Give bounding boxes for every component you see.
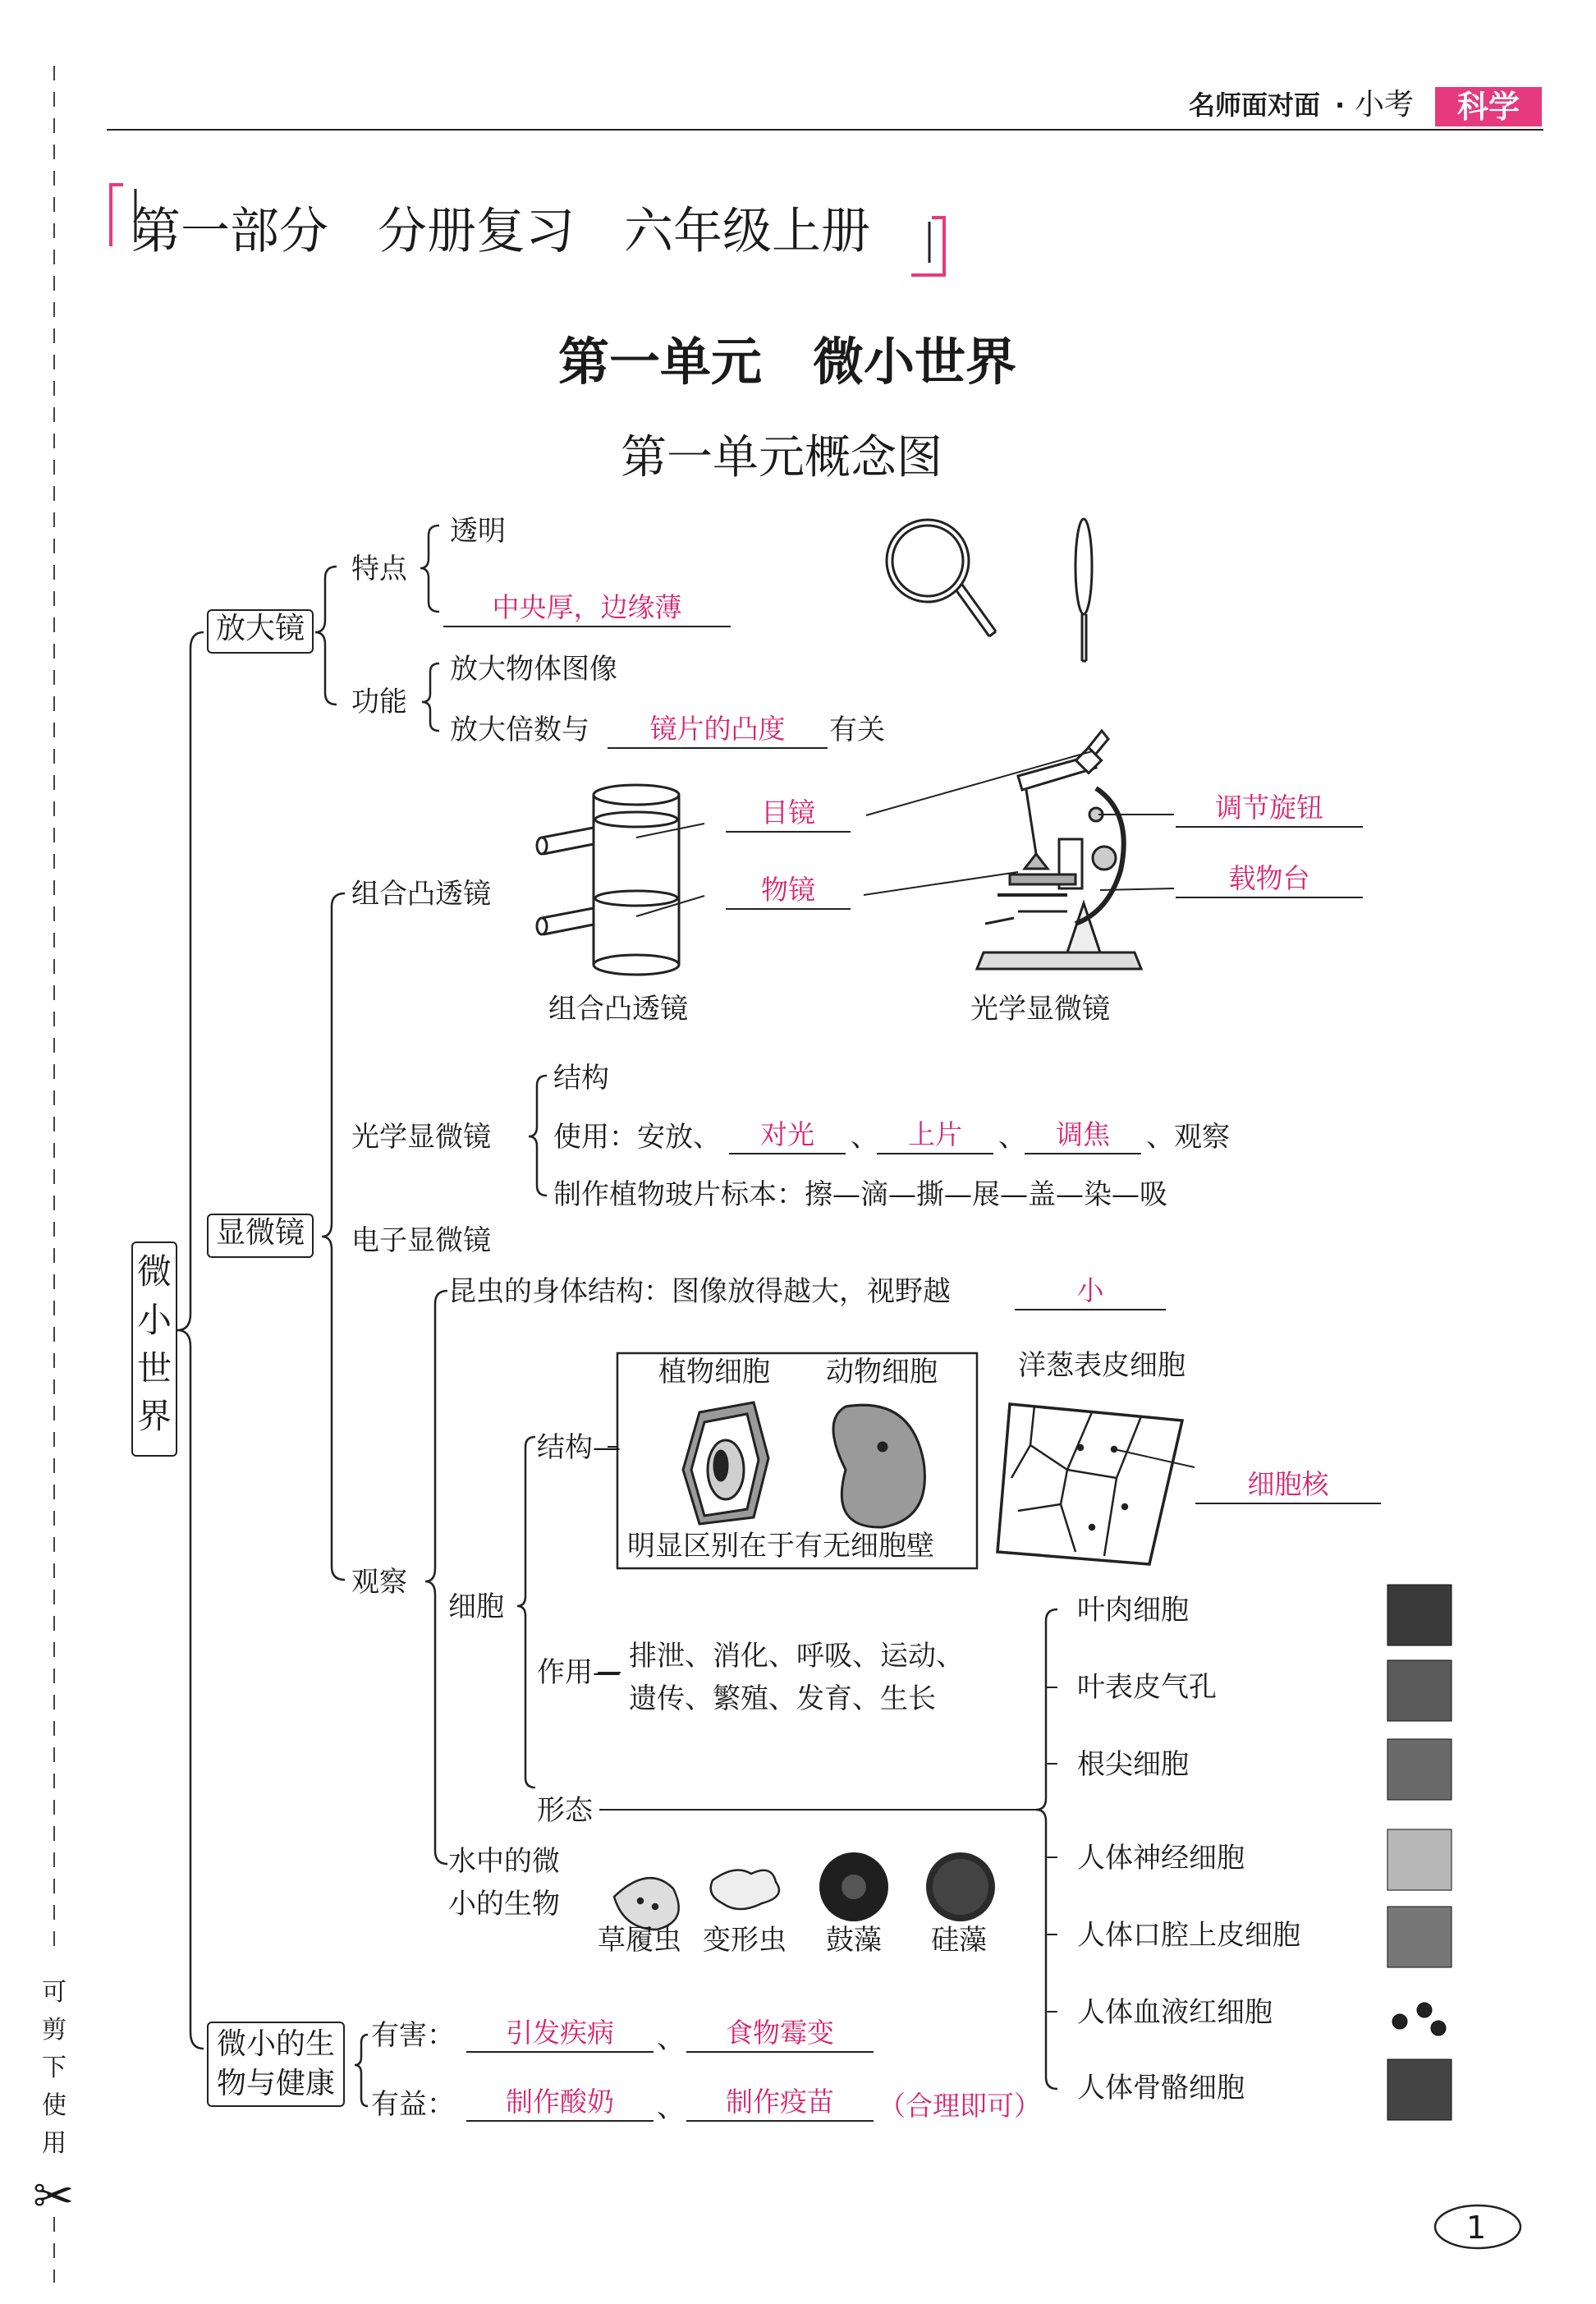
shape-item: 叶肉细胞 — [1077, 1594, 1189, 1627]
magnifier-node: 放大镜 — [207, 609, 314, 654]
harm-answer: 食物霉变 — [686, 2018, 874, 2053]
cell-function-label: 作用— — [537, 1656, 621, 1689]
benefit-answer: 制作酸奶 — [466, 2087, 654, 2122]
health-node — [207, 2022, 345, 2107]
page-number: 1 — [1466, 2210, 1487, 2246]
onion-cell-icon — [998, 1404, 1182, 1564]
shape-item: 根尖细胞 — [1077, 1748, 1189, 1781]
cell-label: 细胞 — [448, 1590, 504, 1623]
scissors-icon: ✂ — [33, 2168, 75, 2225]
cut-here-note — [39, 1974, 69, 2163]
microscope-caption: 光学显微镜 — [970, 993, 1110, 1026]
usage-prefix: 使用：安放、 — [553, 1121, 721, 1154]
plant-cell-icon — [683, 1402, 768, 1524]
root-char: 世 — [136, 1347, 172, 1388]
desmid-icon — [819, 1852, 888, 1921]
combo-lens-caption: 组合凸透镜 — [548, 993, 688, 1026]
cell-photos — [1387, 1585, 1452, 2120]
subject-badge: 科学 — [1435, 87, 1542, 126]
combo-lens-label: 组合凸透镜 — [351, 878, 491, 911]
cut-char: 用 — [42, 2129, 66, 2158]
plant-cell-label: 植物细胞 — [658, 1356, 770, 1388]
header-dot: · — [1335, 89, 1346, 121]
shape-item: 人体神经细胞 — [1077, 1842, 1245, 1875]
root-char: 小 — [136, 1299, 172, 1340]
shape-item: 人体血液红细胞 — [1077, 1996, 1273, 2029]
section-title: 第一部分 分册复习 六年级上册 — [131, 203, 870, 260]
cut-char: 使 — [42, 2091, 66, 2120]
health-label-2: 物与健康 — [216, 2067, 335, 2100]
usage-answer-slide: 上片 — [877, 1120, 993, 1154]
water-organisms-label-1: 水中的微 — [448, 1845, 560, 1878]
shape-item: 叶表皮气孔 — [1077, 1671, 1217, 1704]
organism-label: 鼓藻 — [826, 1924, 882, 1957]
benefit-note: （合理即可） — [878, 2090, 1041, 2122]
shape-item: 人体骨骼细胞 — [1077, 2072, 1245, 2104]
usage-sep: 、 — [998, 1121, 1026, 1154]
features-label: 特点 — [351, 553, 407, 585]
usage-sep: 、 — [851, 1121, 878, 1154]
organism-label: 草履虫 — [598, 1924, 681, 1957]
organism-label: 变形虫 — [703, 1924, 787, 1957]
root-char: 界 — [136, 1396, 172, 1437]
benefit-answer: 制作疫苗 — [686, 2087, 874, 2122]
feature-answer: 中央厚，边缘薄 — [443, 593, 731, 627]
stage-answer: 载物台 — [1176, 864, 1363, 898]
function-power-answer: 镜片的凸度 — [608, 714, 828, 749]
function-power-prefix: 放大倍数与 — [450, 714, 589, 746]
harm-label: 有害： — [371, 2019, 455, 2052]
cell-shape-label: 形态 — [537, 1794, 593, 1827]
root-char: 微 — [136, 1251, 172, 1292]
concept-map-title: 第一单元概念图 — [621, 431, 942, 484]
diatom-icon — [926, 1852, 995, 1921]
function-power-suffix: 有关 — [829, 714, 885, 746]
cell-function-line2: 遗传、繁殖、发育、生长 — [629, 1682, 936, 1715]
header-brand: 名师面对面 — [1189, 89, 1321, 121]
cut-char: 剪 — [42, 2016, 66, 2045]
onion-cell-label: 洋葱表皮细胞 — [1018, 1349, 1186, 1382]
header-level: 小考 — [1355, 88, 1415, 122]
objective-answer: 物镜 — [726, 875, 851, 910]
cell-function-line1: 排泄、消化、呼吸、运动、 — [629, 1640, 964, 1673]
water-organisms-label-2: 小的生物 — [448, 1888, 560, 1921]
shape-item: 人体口腔上皮细胞 — [1077, 1919, 1300, 1952]
unit-title: 第一单元 微小世界 — [558, 332, 1017, 392]
cell-wall-difference: 明显区别在于有无细胞壁 — [627, 1530, 934, 1563]
microscope-icon — [977, 731, 1141, 969]
knob-answer: 调节旋钮 — [1176, 793, 1363, 828]
optical-microscope-label: 光学显微镜 — [351, 1121, 491, 1154]
health-label-1: 微小的生 — [216, 2027, 335, 2061]
observe-label: 观察 — [351, 1566, 407, 1599]
cut-char: 下 — [42, 2054, 66, 2082]
combo-lens-icon — [537, 785, 704, 975]
organism-label: 硅藻 — [931, 1924, 987, 1957]
benefit-sep: 、 — [657, 2091, 685, 2124]
structure-label: 结构 — [553, 1062, 609, 1095]
microscope-node: 显微镜 — [207, 1214, 314, 1258]
function-label: 功能 — [351, 686, 407, 718]
cut-char: 可 — [42, 1978, 66, 2007]
nucleus-answer: 细胞核 — [1195, 1470, 1381, 1504]
amoeba-icon — [711, 1870, 779, 1910]
cell-structure-label: 结构— — [537, 1431, 621, 1464]
usage-answer-light: 对光 — [729, 1120, 846, 1154]
usage-suffix: 、观察 — [1146, 1121, 1230, 1154]
animal-cell-label: 动物细胞 — [826, 1356, 938, 1388]
magnifier-icon — [887, 519, 1092, 661]
slide-steps: 制作植物玻片标本：擦—滴—撕—展—盖—染—吸 — [553, 1178, 1167, 1211]
feature-transparent: 透明 — [450, 515, 506, 548]
electron-microscope-label: 电子显微镜 — [351, 1224, 491, 1257]
harm-answer: 引发疾病 — [466, 2018, 654, 2053]
root-node — [131, 1241, 177, 1457]
harm-sep: 、 — [657, 2022, 685, 2055]
benefit-label: 有益： — [371, 2088, 455, 2121]
eyepiece-answer: 目镜 — [726, 798, 851, 833]
usage-answer-focus: 调焦 — [1025, 1120, 1141, 1154]
function-magnify: 放大物体图像 — [450, 653, 617, 686]
paramecium-icon — [614, 1878, 679, 1930]
insect-answer: 小 — [1015, 1276, 1166, 1310]
insect-prefix: 昆虫的身体结构：图像放得越大，视野越 — [448, 1275, 951, 1308]
